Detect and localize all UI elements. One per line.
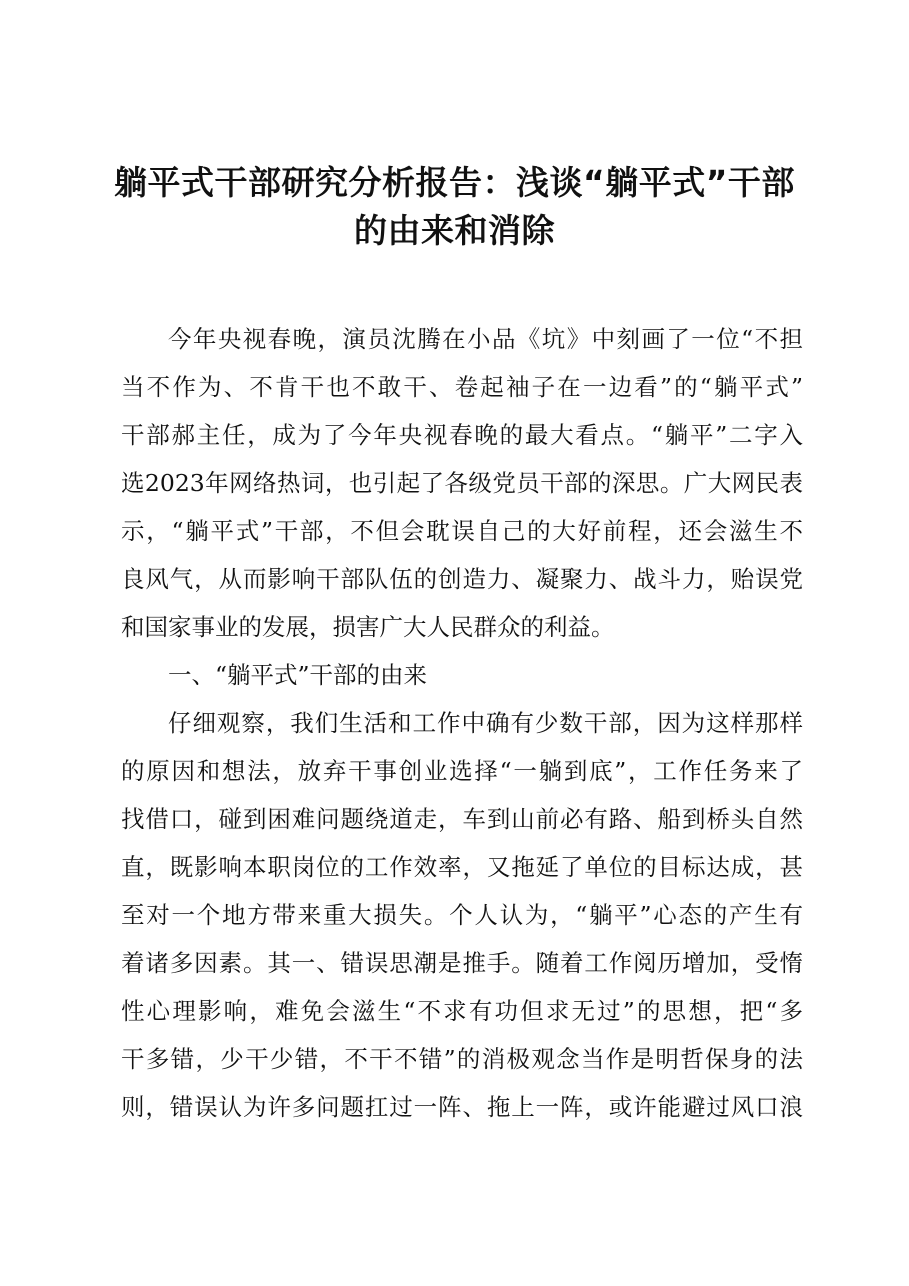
paragraph-2-line: 仔细观察，我们生活和工作中确有少数干部，因为这样那样 [168, 709, 803, 737]
paragraph-1-line: 示，“躺平式”干部，不但会耽误自己的大好前程，还会滋生不 [121, 517, 803, 545]
paragraph-1-line: 选2023年网络热词，也引起了各级党员干部的深思。广大网民表 [121, 469, 803, 497]
paragraph-2-line: 直，既影响本职岗位的工作效率，又拖延了单位的目标达成，甚 [121, 853, 803, 881]
paragraph-2-line: 至对一个地方带来重大损失。个人认为，“躺平”心态的产生有 [121, 901, 803, 929]
paragraph-2-line: 干多错，少干少错，不干不错”的消极观念当作是明哲保身的法 [121, 1045, 803, 1073]
paragraph-2-line: 性心理影响，难免会滋生“不求有功但求无过”的思想，把“多 [121, 997, 803, 1025]
paragraph-1-line: 干部郝主任，成为了今年央视春晚的最大看点。“躺平”二字入 [121, 421, 803, 449]
document-title-line-2: 的由来和消除 [354, 211, 555, 250]
paragraph-1-line: 当不作为、不肯干也不敢干、卷起袖子在一边看”的“躺平式” [121, 373, 803, 401]
document-title-line-1: 躺平式干部研究分析报告：浅谈“躺平式”干部 [114, 163, 795, 202]
paragraph-2-line: 的原因和想法，放弃干事创业选择“一躺到底”，工作任务来了 [121, 757, 803, 785]
paragraph-2-line: 着诸多因素。其一、错误思潮是推手。随着工作阅历增加，受惰 [121, 949, 803, 977]
paragraph-2-line: 则，错误认为许多问题扛过一阵、拖上一阵，或许能避过风口浪 [121, 1093, 803, 1121]
paragraph-2-line: 找借口，碰到困难问题绕道走，车到山前必有路、船到桥头自然 [121, 805, 803, 833]
paragraph-1-line: 今年央视春晚，演员沈腾在小品《坑》中刻画了一位“不担 [168, 325, 803, 353]
section-heading: 一、“躺平式”干部的由来 [168, 661, 428, 689]
paragraph-1-line: 良风气，从而影响干部队伍的创造力、凝聚力、战斗力，贻误党 [121, 565, 803, 593]
paragraph-1-line: 和国家事业的发展，损害广大人民群众的利益。 [121, 613, 615, 641]
